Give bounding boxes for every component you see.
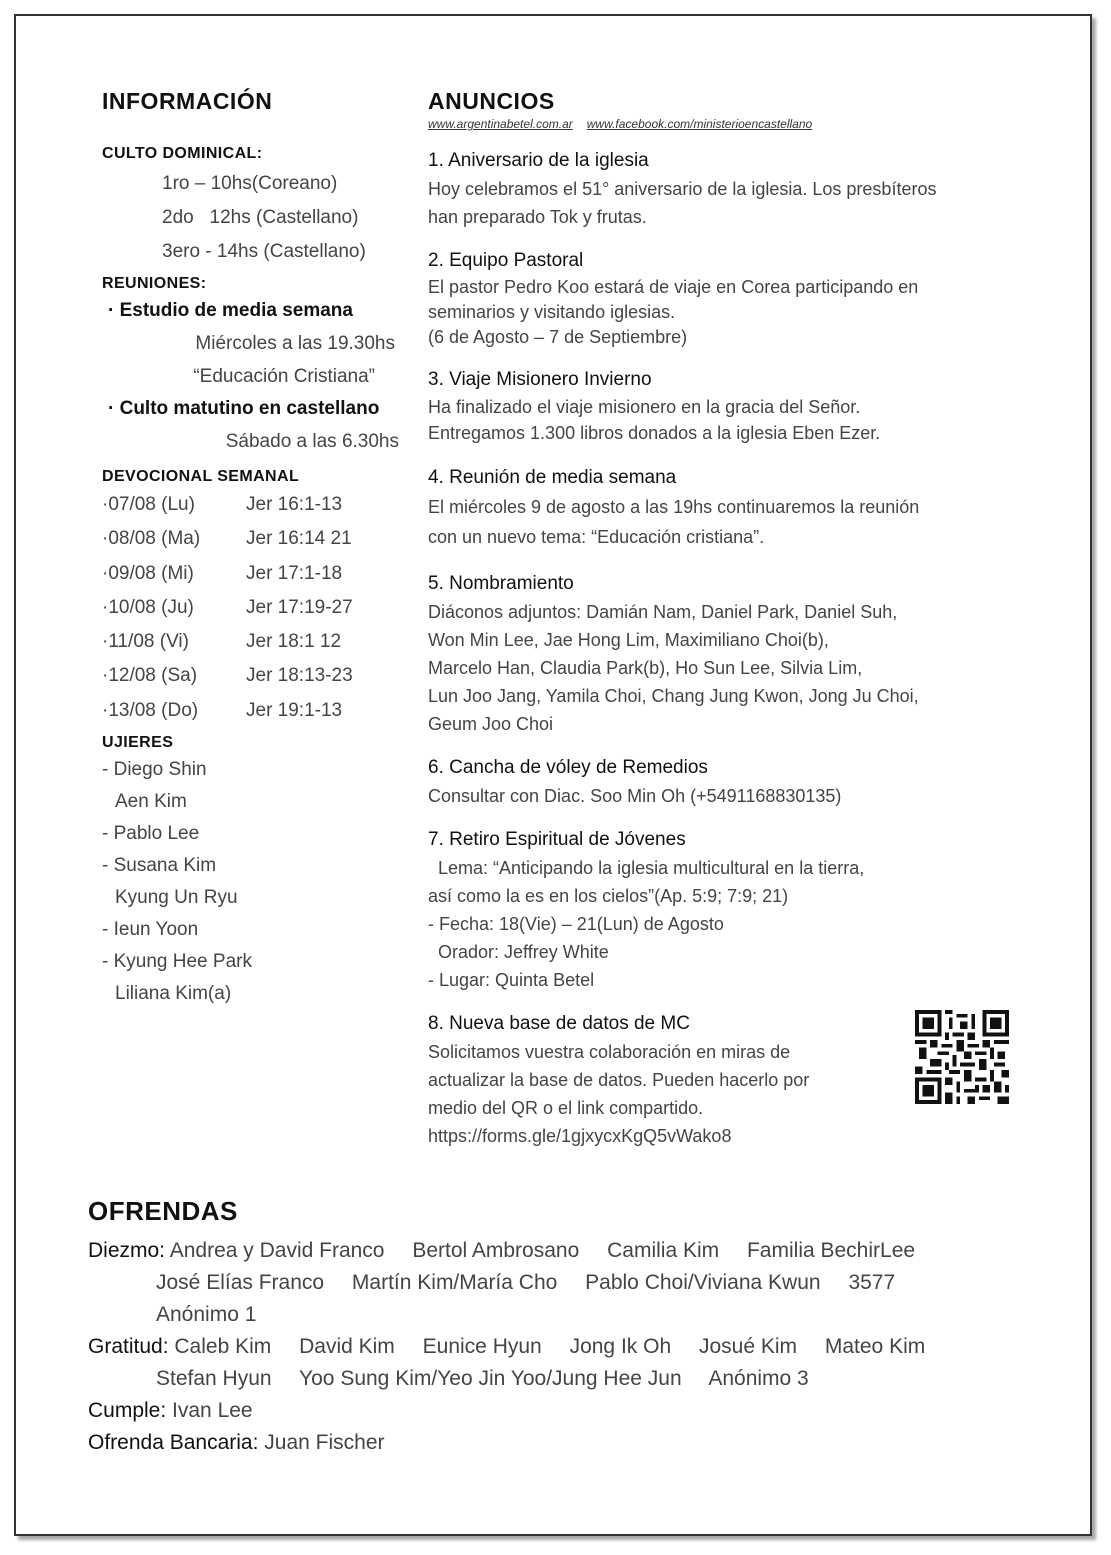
- announcement: [428, 1010, 1028, 1150]
- announcement-title: 8. Nueva base de datos de MC: [428, 1013, 690, 1034]
- reunion-topic: “Educación Cristiana”: [193, 366, 375, 387]
- devocional-row: ·12/08 (Sa) Jer 18:13-23: [102, 665, 353, 687]
- announcement-line: - Lugar: Quinta Betel: [428, 970, 595, 990]
- donor-name: Familia BechirLee: [746, 1239, 916, 1262]
- reunion-title: · Estudio de media semana: [108, 300, 353, 321]
- donor-name: Caleb Kim: [174, 1335, 272, 1358]
- donor-name: Andrea y David Franco: [169, 1239, 385, 1262]
- reunion-time: Sábado a las 6.30hs: [225, 431, 399, 452]
- form-link[interactable]: https://forms.gle/1gjxycxKgQ5vWako8: [428, 1126, 732, 1146]
- announcement-line: Solicitamos vuestra colaboración en miras de: [428, 1042, 791, 1062]
- culto-item: 3ero - 14hs (Castellano): [162, 241, 366, 262]
- diezmo-row: [88, 1235, 1028, 1267]
- announcement: [428, 247, 1028, 350]
- donor-name: Josué Kim: [698, 1335, 798, 1358]
- donor-name: Jong Ik Oh: [569, 1335, 672, 1358]
- announcement-line: medio del QR o el link compartido.: [428, 1098, 704, 1118]
- announcement: [428, 826, 1028, 994]
- announcement-line: El pastor Pedro Koo estará de viaje en Corea participando en: [428, 277, 919, 297]
- ujier-item: - Pablo Lee: [102, 823, 200, 845]
- ujieres-heading: UJIERES: [102, 734, 174, 752]
- announcement: [428, 570, 1028, 738]
- culto-item: 1ro – 10hs(Coreano): [162, 173, 338, 194]
- culto-item: 2do 12hs (Castellano): [162, 207, 359, 228]
- donor-name: Martín Kim/María Cho: [351, 1271, 558, 1294]
- donor-name: Yoo Sung Kim/Yeo Jin Yoo/Jung Hee Jun: [299, 1367, 682, 1390]
- announcement-title: 4. Reunión de media semana: [428, 467, 677, 488]
- donor-name: Mateo Kim: [824, 1335, 926, 1358]
- donor-name: Juan Fischer: [264, 1431, 385, 1454]
- announcement-line: - Fecha: 18(Vie) – 21(Lun) de Agosto: [428, 914, 724, 934]
- ujieres-list: [102, 754, 407, 1010]
- qr-code-icon[interactable]: [915, 1010, 1009, 1104]
- devocional-row: ·08/08 (Ma) Jer 16:14 21: [102, 528, 352, 550]
- reunion-time: Miércoles a las 19.30hs: [195, 333, 395, 354]
- anuncios-column: [428, 88, 1028, 1150]
- announcement-title: 6. Cancha de vóley de Remedios: [428, 757, 708, 778]
- ujier-item: - Susana Kim: [102, 855, 217, 877]
- announcement-line: Diáconos adjuntos: Damián Nam, Daniel Park, Daniel Suh,: [428, 602, 898, 622]
- announcement-line: con un nuevo tema: “Educación cristiana”.: [428, 527, 765, 547]
- donor-name: Stefan Hyun: [156, 1367, 272, 1390]
- reunion-title: · Culto matutino en castellano: [108, 398, 380, 419]
- devocional-row: ·07/08 (Lu) Jer 16:1-13: [102, 494, 343, 515]
- ujier-item: Aen Kim: [115, 791, 187, 813]
- gratitud-label: Gratitud:: [88, 1335, 169, 1358]
- announcement-line: Entregamos 1.300 libros donados a la iglesia Eben Ezer.: [428, 423, 881, 443]
- reuniones-heading: REUNIONES:: [102, 275, 207, 292]
- devocional-row: ·11/08 (Vi) Jer 18:1 12: [102, 631, 342, 653]
- donor-name: Pablo Choi/Viviana Kwun: [585, 1271, 821, 1294]
- ofrendas-title: OFRENDAS: [88, 1196, 238, 1226]
- announcement-line: Lema: “Anticipando la iglesia multicultural en la tierra,: [428, 858, 865, 878]
- donor-name: Bertol Ambrosano: [412, 1239, 580, 1262]
- ujier-item: - Diego Shin: [102, 759, 207, 781]
- donor-name: Ivan Lee: [172, 1399, 253, 1422]
- culto-heading: CULTO DOMINICAL:: [102, 145, 263, 162]
- cumple-label: Cumple:: [88, 1399, 167, 1422]
- announcement-title: 1. Aniversario de la iglesia: [428, 150, 649, 171]
- devocional-heading: DEVOCIONAL SEMANAL: [102, 468, 300, 485]
- ujier-item: Liliana Kim(a): [115, 983, 232, 1005]
- announcement-line: Hoy celebramos el 51° aniversario de la iglesia. Los presbíteros: [428, 179, 937, 199]
- announcement-line: Geum Joo Choi: [428, 714, 554, 734]
- bancaria-row: [88, 1427, 1028, 1459]
- announcement: [428, 366, 1028, 446]
- gratitud-row: [88, 1363, 1028, 1395]
- diezmo-row: [88, 1267, 1028, 1299]
- announcement-line: Ha finalizado el viaje misionero en la gracia del Señor.: [428, 397, 861, 417]
- diezmo-label: Diezmo:: [88, 1239, 166, 1262]
- donor-name: Anónimo 1: [156, 1303, 257, 1326]
- donor-name: José Elías Franco: [156, 1271, 325, 1294]
- announcement-title: 3. Viaje Misionero Invierno: [428, 369, 652, 390]
- devocional-row: ·13/08 (Do) Jer 19:1-13: [102, 699, 343, 721]
- announcement-line: Lun Joo Jang, Yamila Choi, Chang Jung Kwon, Jong Ju Choi,: [428, 686, 919, 706]
- diezmo-row: [88, 1299, 1028, 1331]
- bancaria-label: Ofrenda Bancaria:: [88, 1431, 259, 1454]
- announcement-title: 2. Equipo Pastoral: [428, 250, 584, 271]
- donor-name: 3577: [848, 1271, 896, 1294]
- ujier-item: - Kyung Hee Park: [102, 951, 252, 973]
- donor-name: Eunice Hyun: [422, 1335, 542, 1358]
- devocional-row: ·10/08 (Ju) Jer 17:19-27: [102, 596, 353, 618]
- info-column: [102, 88, 407, 1010]
- announcement-line: seminarios y visitando iglesias.: [428, 302, 676, 322]
- announcement-line: (6 de Agosto – 7 de Septiembre): [428, 327, 688, 347]
- announcement-line: El miércoles 9 de agosto a las 19hs continuaremos la reunión: [428, 497, 920, 517]
- donor-name: Anónimo 3: [708, 1367, 809, 1390]
- announcement-line: Orador: Jeffrey White: [428, 942, 609, 962]
- website-link[interactable]: www.argentinabetel.com.ar: [428, 117, 573, 131]
- donor-name: Camilia Kim: [607, 1239, 720, 1262]
- donor-name: David Kim: [299, 1335, 395, 1358]
- facebook-link[interactable]: www.facebook.com/ministerioencastellano: [586, 117, 813, 131]
- ofrendas-section: [88, 1196, 1028, 1459]
- announcement-line: Marcelo Han, Claudia Park(b), Ho Sun Lee, Silvia Lim,: [428, 658, 863, 678]
- ujier-item: Kyung Un Ryu: [115, 887, 238, 909]
- anuncios-title: ANUNCIOS: [428, 88, 555, 114]
- links-row: [428, 117, 1028, 131]
- devocional-row: ·09/08 (Mi) Jer 17:1-18: [102, 562, 343, 584]
- devocional-list: [102, 488, 407, 728]
- announcement-line: así como la es en los cielos”(Ap. 5:9; 7:9; 21): [428, 886, 789, 906]
- announcement-title: 5. Nombramiento: [428, 573, 574, 594]
- announcement-line: han preparado Tok y frutas.: [428, 207, 647, 227]
- cumple-row: [88, 1395, 1028, 1427]
- announcement-title: 7. Retiro Espiritual de Jóvenes: [428, 829, 686, 850]
- gratitud-row: [88, 1331, 1028, 1363]
- announcement-line: Consultar con Diac. Soo Min Oh (+5491168830135): [428, 786, 842, 806]
- announcement-line: Won Min Lee, Jae Hong Lim, Maximiliano Choi(b),: [428, 630, 829, 650]
- ujier-item: - Ieun Yoon: [102, 919, 199, 941]
- announcement: [428, 754, 1028, 810]
- announcement-line: actualizar la base de datos. Pueden hacerlo por: [428, 1070, 810, 1090]
- announcement: [428, 147, 1028, 231]
- culto-list: [162, 167, 407, 269]
- info-title: INFORMACIÓN: [102, 88, 273, 114]
- announcement: [428, 464, 1028, 552]
